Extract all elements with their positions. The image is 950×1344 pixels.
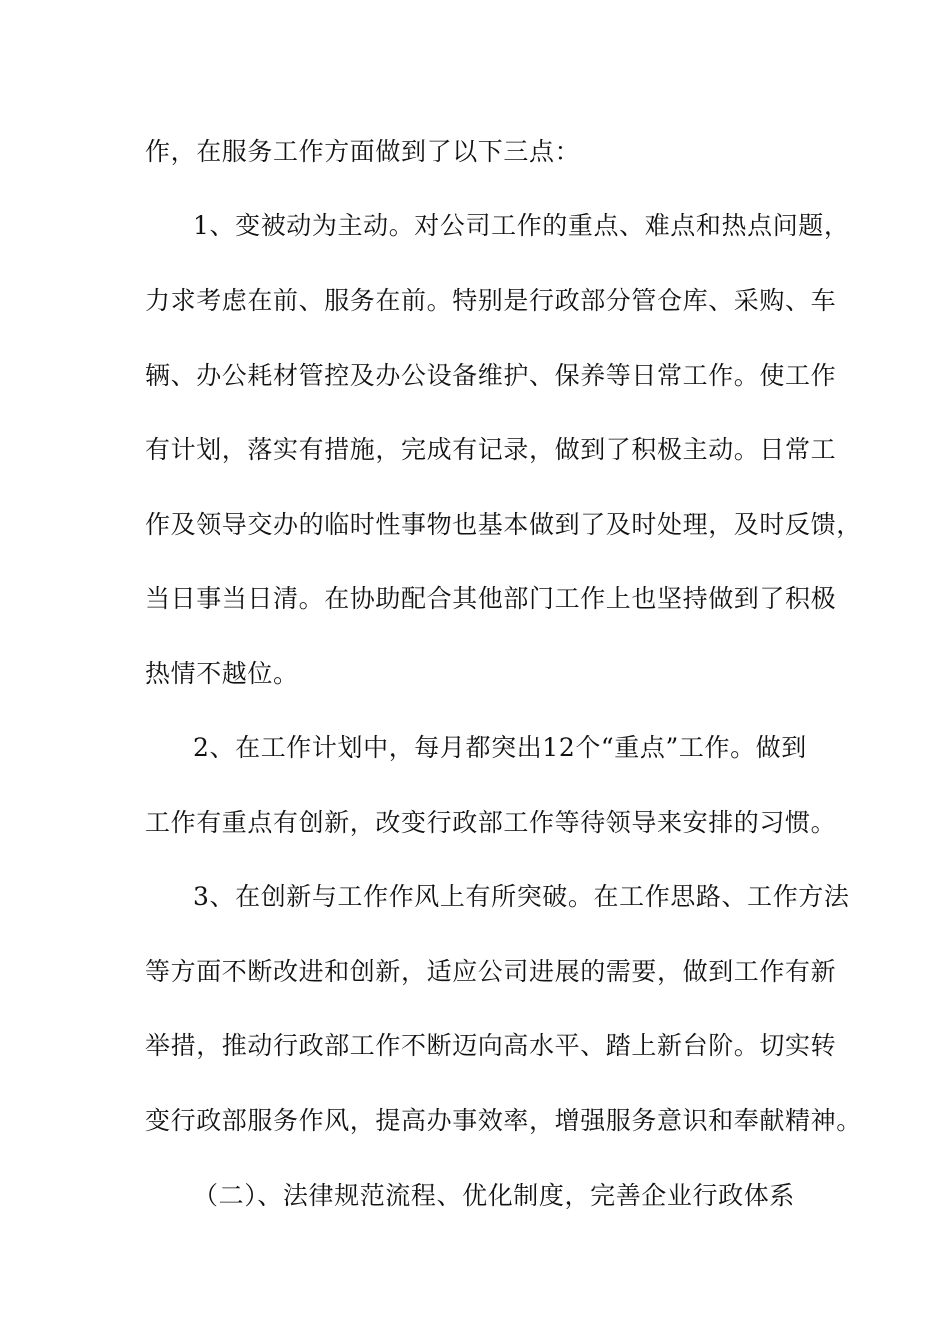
item-3-line-4: 变行政部服务作风，提高办事效率，增强服务意识和奉献精神。 xyxy=(145,1106,862,1135)
item-1-line-3: 辆、办公耗材管控及办公设备维护、保养等日常工作。使工作 xyxy=(145,361,837,390)
item-1-line-2: 力求考虑在前、服务在前。特别是行政部分管仓库、采购、车 xyxy=(145,286,837,315)
item-1-line-5: 作及领导交办的临时性事物也基本做到了及时处理，及时反馈， xyxy=(145,510,862,539)
item-2-line-1: 2、在工作计划中，每月都突出12个“重点”工作。做到 xyxy=(193,733,807,762)
item-1-line-7: 热情不越位。 xyxy=(145,659,299,688)
item-1-line-6: 当日事当日清。在协助配合其他部门工作上也坚持做到了积极 xyxy=(145,584,837,613)
section-heading: （二）、法律规范流程、优化制度，完善企业行政体系 xyxy=(193,1181,795,1210)
item-3-line-2: 等方面不断改进和创新，适应公司进展的需要，做到工作有新 xyxy=(145,957,837,986)
item-3-line-1: 3、在创新与工作作风上有所突破。在工作思路、工作方法 xyxy=(193,882,850,911)
item-1-line-4: 有计划，落实有措施，完成有记录，做到了积极主动。日常工 xyxy=(145,435,837,464)
item-3-line-3: 举措，推动行政部工作不断迈向高水平、踏上新台阶。切实转 xyxy=(145,1031,837,1060)
item-2-line-2: 工作有重点有创新，改变行政部工作等待领导来安排的习惯。 xyxy=(145,808,837,837)
item-1-line-1: 1、变被动为主动。对公司工作的重点、难点和热点问题， xyxy=(193,211,850,240)
paragraph-intro-line: 作，在服务工作方面做到了以下三点： xyxy=(145,137,581,166)
